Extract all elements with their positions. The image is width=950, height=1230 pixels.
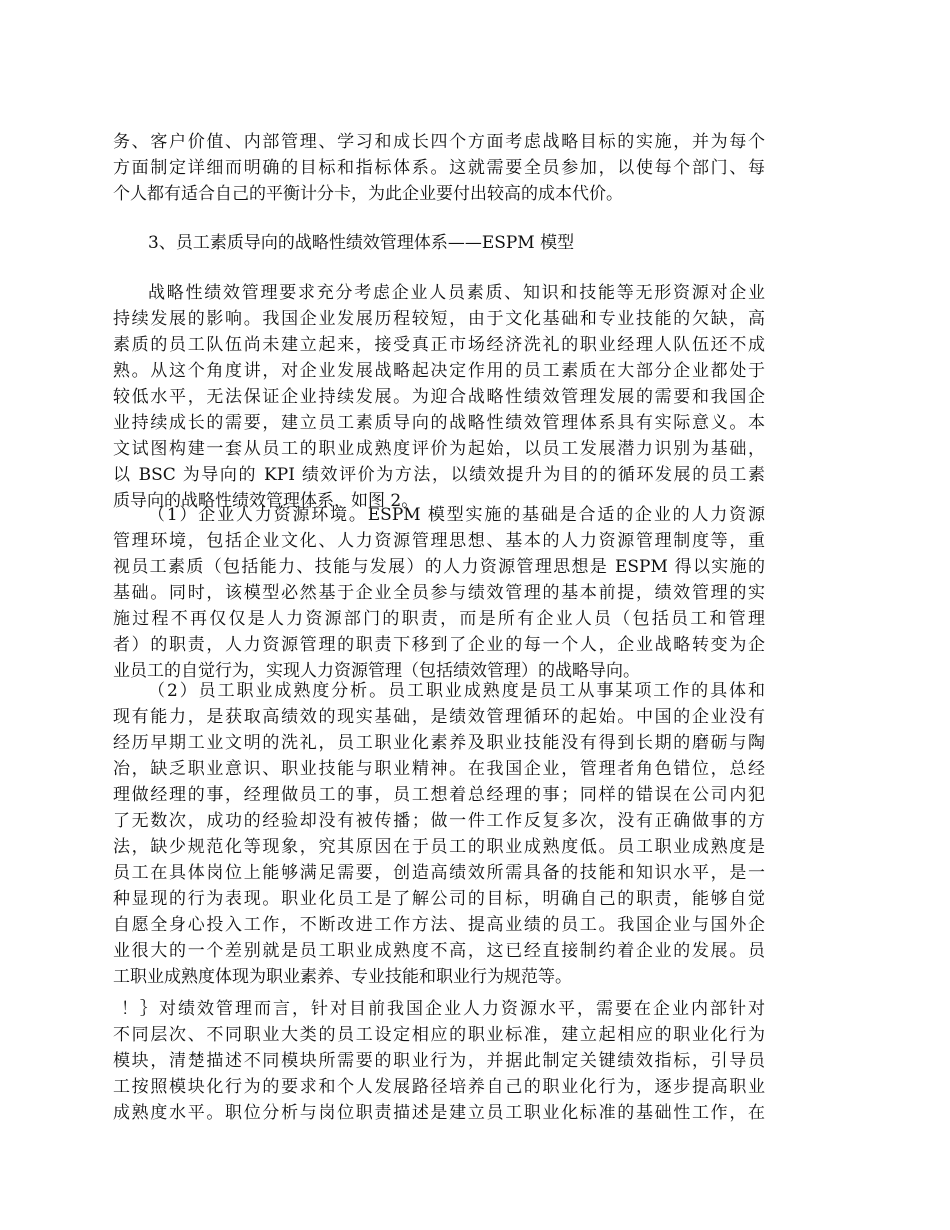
text-line: 经历早期工业文明的洗礼，员工职业化素养及职业技能没有得到长期的磨砺与陶 — [113, 733, 765, 753]
text-line: 业员工的自觉行为，实现人力资源管理（包括绩效管理）的战略导向。 — [113, 661, 640, 681]
text-line: 员工在具体岗位上能够满足需要，创造高绩效所需具备的技能和知识水平，是一 — [113, 863, 765, 883]
text-line: 成熟度水平。职位分析与岗位职责描述是建立员工职业化标准的基础性工作，在 — [113, 1103, 765, 1123]
text-line: 自愿全身心投入工作，不断改进工作方法、提高业绩的员工。我国企业与国外企 — [113, 915, 765, 935]
text-line: 熟。从这个角度讲，对企业发展战略起决定作用的员工素质在大部分企业都处于 — [113, 361, 765, 381]
text-line: 以 BSC 为导向的 KPI 绩效评价为方法，以绩效提升为目的的循环发展的员工素 — [113, 465, 765, 485]
text-line: 工按照模块化行为的要求和个人发展路径培养自己的职业化行为，逐步提高职业 — [113, 1077, 765, 1097]
paragraph-career-maturity — [113, 678, 765, 990]
text-line: 工职业成熟度体现为职业素养、专业技能和职业行为规范等。 — [113, 967, 572, 987]
paragraph-career-standards — [113, 996, 765, 1126]
paragraph-continuation — [113, 129, 765, 207]
text-line: 业很大的一个差别就是员工职业成熟度不高，这已经直接制约着企业的发展。员 — [113, 941, 765, 961]
text-line: 者）的职责，人力资源管理的职责下移到了企业的每一个人，企业战略转变为企 — [113, 635, 765, 655]
text-line: 文试图构建一套从员工的职业成熟度评价为起始，以员工发展潜力识别为基础， — [113, 439, 765, 459]
text-line: 了无数次，成功的经验却没有被传播；做一件工作反复多次，没有正确做事的方 — [113, 811, 765, 831]
text-line: 施过程不再仅仅是人力资源部门的职责，而是所有企业人员（包括员工和管理 — [113, 609, 765, 629]
text-line: 理做经理的事，经理做员工的事，员工想着总经理的事；同样的错误在公司内犯 — [113, 785, 765, 805]
heading-text: 3、员工素质导向的战略性绩效管理体系——ESPM 模型 — [148, 233, 575, 253]
paragraph-hr-environment — [113, 502, 765, 684]
text-line: 种显现的行为表现。职业化员工是了解公司的目标，明确自己的职责，能够自觉 — [113, 889, 765, 909]
text-line: 法，缺少规范化等现象，究其原因在于员工的职业成熟度低。员工职业成熟度是 — [113, 837, 765, 857]
text-line: 个人都有适合自己的平衡计分卡，为此企业要付出较高的成本代价。 — [113, 184, 623, 204]
text-line: （1）企业人力资源环境。ESPM 模型实施的基础是合适的企业的人力资源 — [148, 505, 765, 525]
text-line: 不同层次、不同职业大类的员工设定相应的职业标准，建立起相应的职业化行为 — [113, 1025, 765, 1045]
text-line: 冶，缺乏职业意识、职业技能与职业精神。在我国企业，管理者角色错位，总经 — [113, 759, 765, 779]
text-line: 持续发展的影响。我国企业发展历程较短，由于文化基础和专业技能的欠缺，高 — [113, 309, 765, 329]
text-line: 业持续成长的需要，建立员工素质导向的战略性绩效管理体系具有实际意义。本 — [113, 413, 765, 433]
text-line: （2）员工职业成熟度分析。员工职业成熟度是员工从事某项工作的具体和 — [148, 681, 765, 701]
section-heading — [113, 230, 765, 256]
text-line: ！｝对绩效管理而言，针对目前我国企业人力资源水平，需要在企业内部针对 — [121, 999, 765, 1019]
text-line: 务、客户价值、内部管理、学习和成长四个方面考虑战略目标的实施，并为每个 — [113, 132, 765, 152]
paragraph-intro — [113, 280, 765, 514]
text-line: 视员工素质（包括能力、技能与发展）的人力资源管理思想是 ESPM 得以实施的 — [113, 557, 765, 577]
text-line: 现有能力，是获取高绩效的现实基础，是绩效管理循环的起始。中国的企业没有 — [113, 707, 765, 727]
text-line: 基础。同时，该模型必然基于企业全员参与绩效管理的基本前提，绩效管理的实 — [113, 583, 765, 603]
text-line: 质导向的战略性绩效管理体系，如图 2。 — [113, 491, 419, 511]
text-line: 管理环境，包括企业文化、人力资源管理思想、基本的人力资源管理制度等，重 — [113, 531, 765, 551]
text-line: 模块，清楚描述不同模块所需要的职业行为，并据此制定关键绩效指标，引导员 — [113, 1051, 765, 1071]
text-line: 战略性绩效管理要求充分考虑企业人员素质、知识和技能等无形资源对企业 — [148, 283, 765, 303]
text-line: 方面制定详细而明确的目标和指标体系。这就需要全员参加，以使每个部门、每 — [113, 158, 765, 178]
text-line: 较低水平，无法保证企业持续发展。为迎合战略性绩效管理发展的需要和我国企 — [113, 387, 765, 407]
text-line: 素质的员工队伍尚未建立起来，接受真正市场经济洗礼的职业经理人队伍还不成 — [113, 335, 765, 355]
